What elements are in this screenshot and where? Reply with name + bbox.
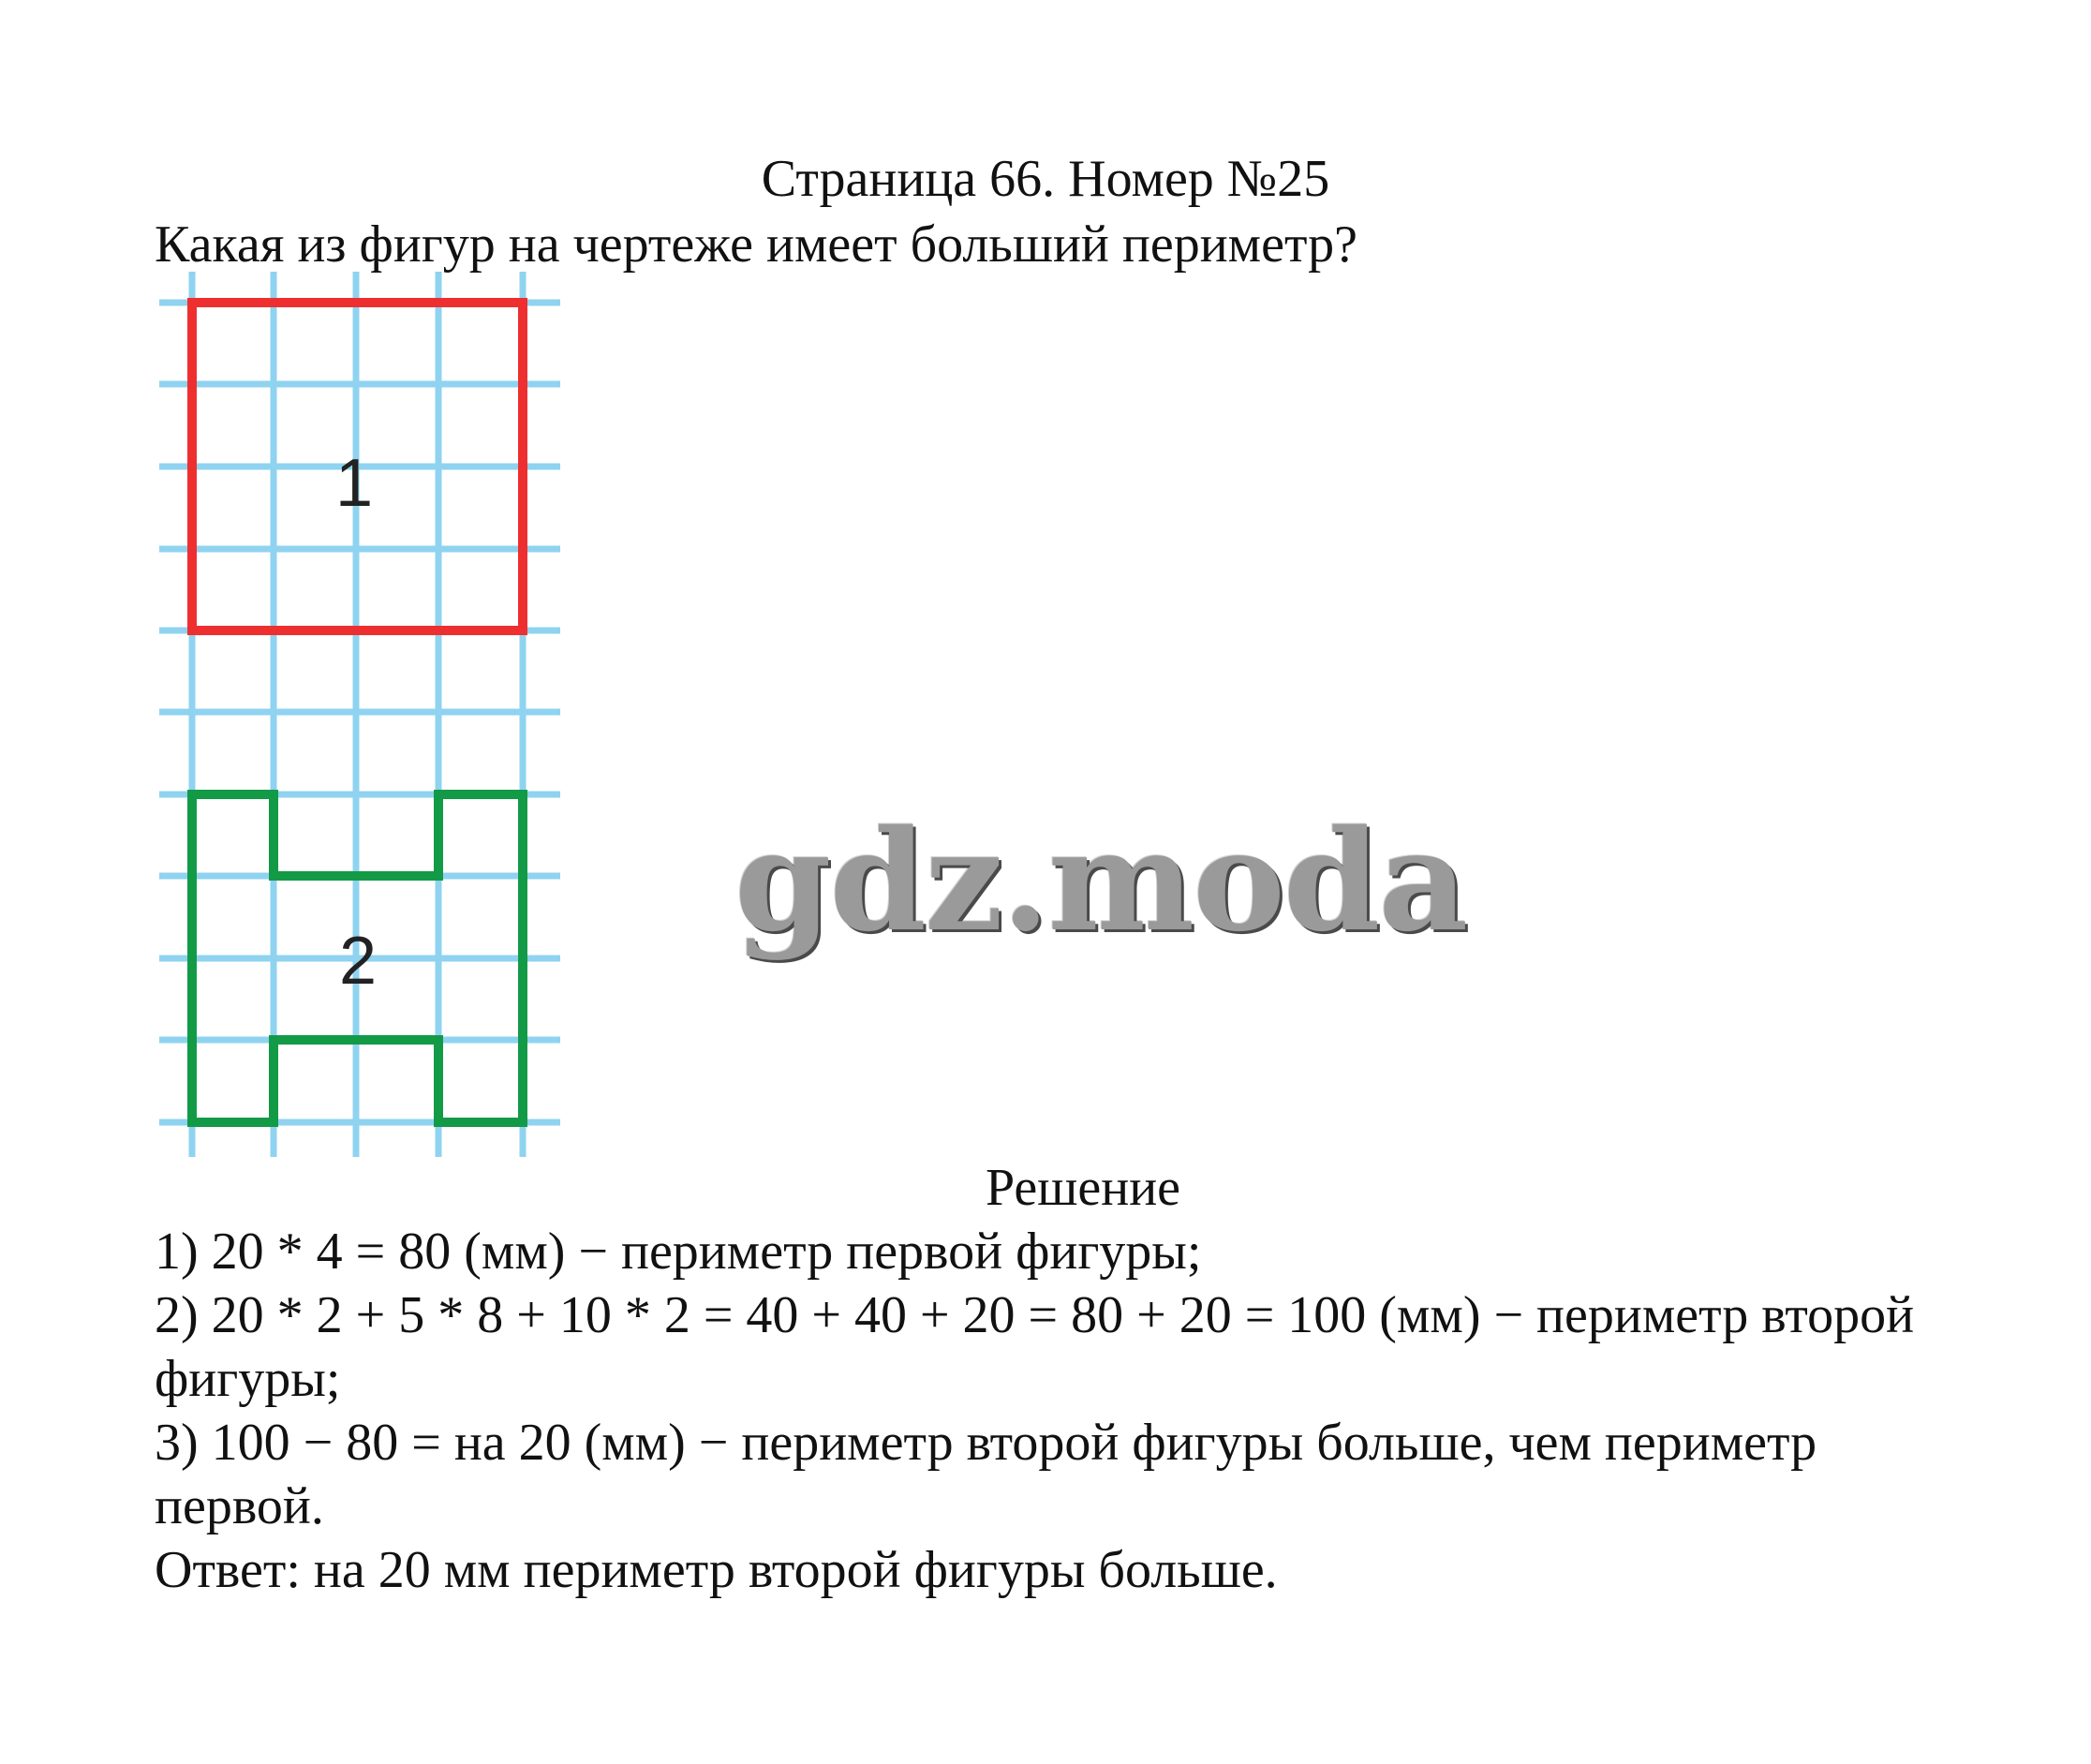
watermark-logo: gdz.moda [734, 799, 1467, 962]
solution-step-3: 3) 100 − 80 = на 20 (мм) − периметр второй фигуры больше, чем периметр первой. [155, 1414, 1817, 1535]
solution-step-2: 2) 20 * 2 + 5 * 8 + 10 * 2 = 40 + 40 + 20 = 80 + 20 = 100 (мм) − периметр второй фигуры; [155, 1286, 1915, 1408]
page-title: Страница 66. Номер №25 [761, 150, 1330, 208]
figure-1-label: 1 [334, 446, 374, 521]
question-text: Какая из фигур на чертеже имеет больший периметр? [155, 215, 1357, 274]
figure-2-label: 2 [338, 924, 378, 999]
grid-lines [159, 272, 560, 1157]
solution-answer: Ответ: на 20 мм периметр второй фигуры больше. [155, 1541, 1278, 1599]
solution-step-1: 1) 20 * 4 = 80 (мм) − периметр первой фигуры; [155, 1223, 1202, 1281]
solution-heading: Решение [985, 1159, 1181, 1217]
solution-body [155, 1220, 1991, 1602]
grid-figure [150, 272, 562, 1162]
